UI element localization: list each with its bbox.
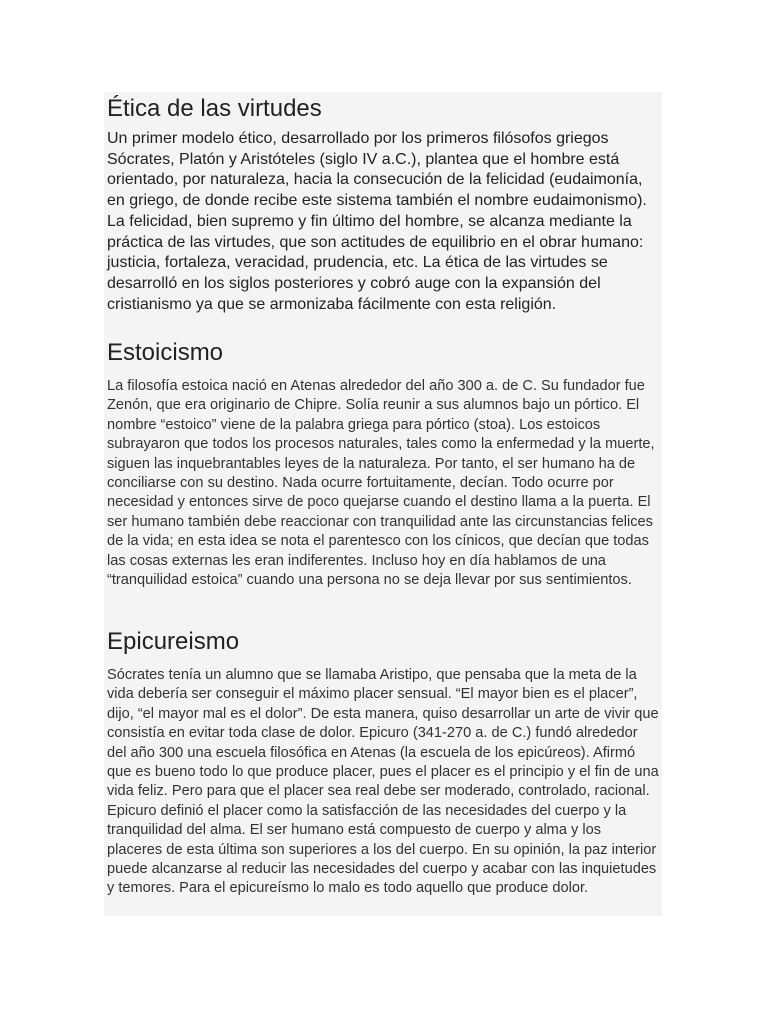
section-title: Epicureismo xyxy=(107,628,240,655)
section-etica-virtudes xyxy=(104,92,662,336)
section-paragraph: Un primer modelo ético, desarrollado por los primeros filósofos griegos Sócrates, Platón y Aristóteles (siglo IV a.C.), plantea que el hombre está orientado, por naturaleza, hacia la consecución de la felicidad (eudaimonía, en griego, de donde recibe este sistema también el nombre eudaimonismo). La felicidad, bien supremo y fin último del hombre, se alcanza mediante la práctica de las virtudes, que son actitudes de equilibrio en el obrar humano: justicia, fortaleza, veracidad, prudencia, etc. La ética de las virtudes se desarrolló en los siglos posteriores y cobró auge con la expansión del cristianismo ya que se armonizaba fácilmente con esta religión. xyxy=(107,130,647,313)
section-paragraph: Sócrates tenía un alumno que se llamaba Aristipo, que pensaba que la meta de la vida debería ser conseguir el máximo placer sensual. “El mayor bien es el placer”, dijo, “el mayor mal es el dolor”. De esta manera, quiso desarrollar un arte de vivir que consistía en evitar toda clase de dolor. Epicuro (341-270 a. de C.) fundó alrededor del año 300 una escuela filosófica en Atenas (la escuela de los epicúreos). Afirmó que es bueno todo lo que produce placer, pues el placer es el principio y el fin de una vida feliz. Pero para que el placer sea real debe ser moderado, controlado, racional. Epicuro definió el placer como la satisfacción de las necesidades del cuerpo y la tranquilidad del alma. El ser humano está compuesto de cuerpo y alma y los placeres de esta última son superiores a los del cuerpo. En su opinión, la paz interior puede alcanzarse al reducir las necesidades del cuerpo y acabar con las inquietudes y temores. Para el epicureísmo lo malo es todo aquello que produce dolor. xyxy=(107,667,659,897)
section-estoicismo xyxy=(104,336,662,625)
section-epicureismo xyxy=(104,625,662,916)
section-paragraph: La filosofía estoica nació en Atenas alrededor del año 300 a. de C. Su fundador fue Zenón, que era originario de Chipre. Solía reunir a sus alumnos bajo un pórtico. El nombre “estoico” viene de la palabra griega para pórtico (stoa). Los estoicos subrayaron que todos los procesos naturales, tales como la enfermedad y la muerte, siguen las inquebrantables leyes de la naturaleza. Por tanto, el ser humano ha de conciliarse con su destino. Nada ocurre fortuitamente, decían. Todo ocurre por necesidad y entonces sirve de poco quejarse cuando el destino llama a la puerta. El ser humano también debe reaccionar con tranquilidad ante las circunstancias felices de la vida; en esta idea se nota el parentesco con los cínicos, que decían que todas las cosas externas les eran indiferentes. Incluso hoy en día hablamos de una “tranquilidad estoica” cuando una persona no se deja llevar por sus sentimientos. xyxy=(107,378,655,589)
section-title: Estoicismo xyxy=(107,339,224,366)
section-title: Ética de las virtudes xyxy=(107,95,322,122)
